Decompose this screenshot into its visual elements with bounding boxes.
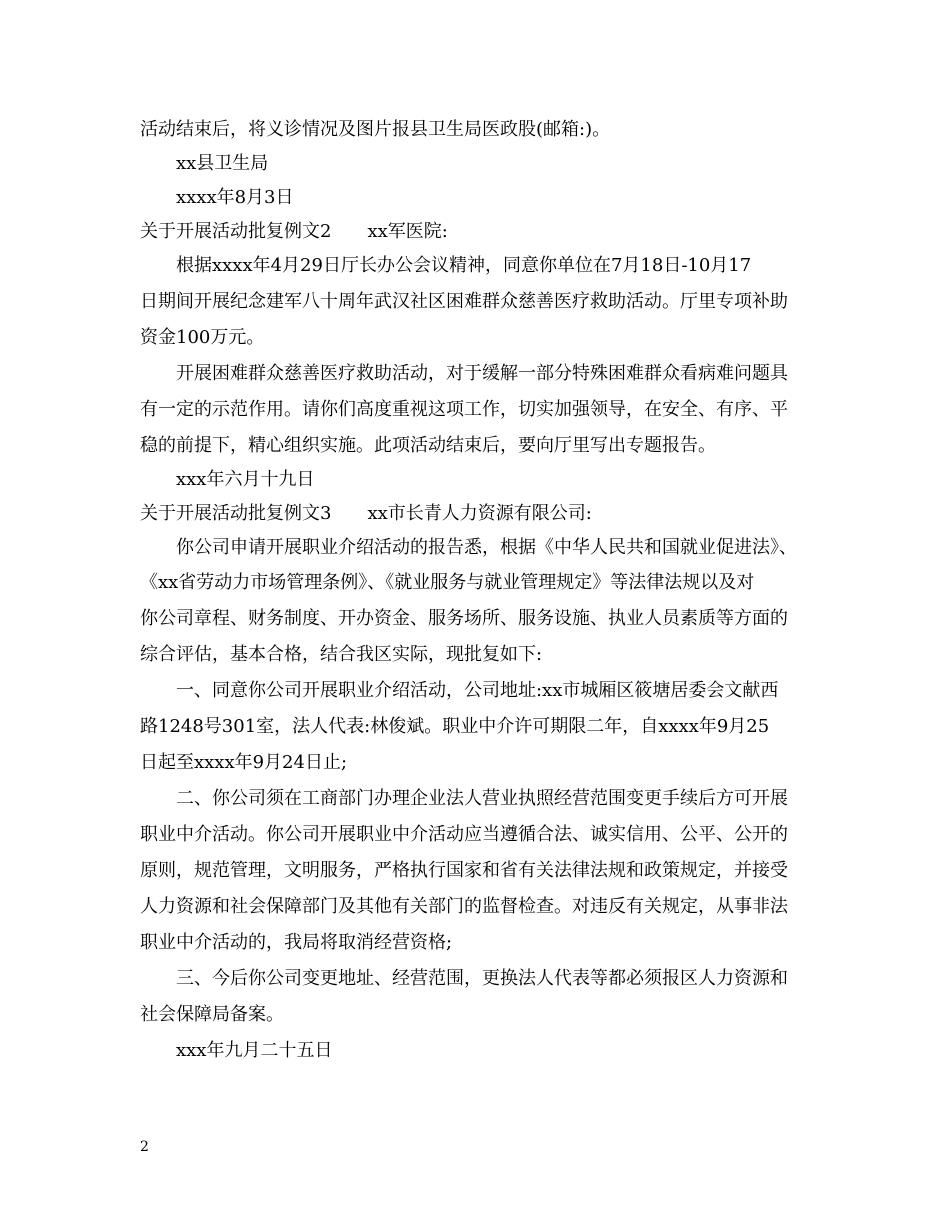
- text-line: 你公司申请开展职业介绍活动的报告悉，根据《中华人民共和国就业促进法》、: [176, 537, 797, 558]
- date-line: xxx年九月二十五日: [176, 1040, 333, 1061]
- text-line: xxxx年8月3日: [176, 187, 294, 208]
- section-heading: 关于开展活动批复例文3 xx市长青人力资源有限公司:: [140, 503, 592, 524]
- text-line: 活动结束后，将义诊情况及图片报县卫生局医政股(邮箱:)。: [140, 119, 611, 140]
- text-line: 职业中介活动。你公司开展职业中介活动应当遵循合法、诚实信用、公平、公开的: [140, 824, 788, 845]
- text-line: 资金100万元。: [140, 327, 265, 348]
- text-line: 一、同意你公司开展职业介绍活动，公司地址:xx市城厢区筱塘居委会文献西: [176, 680, 779, 701]
- text-line: 职业中介活动的，我局将取消经营资格;: [140, 932, 453, 953]
- text-line: 人力资源和社会保障部门及其他有关部门的监督检查。对违反有关规定，从事非法: [140, 896, 788, 917]
- text-line: 有一定的示范作用。请你们高度重视这项工作，切实加强领导，在安全、有序、平: [140, 399, 788, 420]
- text-line: 三、今后你公司变更地址、经营范围，更换法人代表等都必须报区人力资源和: [176, 968, 788, 989]
- section-heading: 关于开展活动批复例文2 xx军医院:: [140, 221, 448, 242]
- text-line: 原则，规范管理，文明服务，严格执行国家和省有关法律法规和政策规定，并接受: [140, 860, 788, 881]
- page-number: 2: [140, 1139, 149, 1155]
- text-line: 日起至xxxx年9月24日止;: [140, 752, 348, 773]
- text-line: 综合评估，基本合格，结合我区实际，现批复如下:: [140, 644, 543, 665]
- text-line: 根据xxxx年4月29日厅长办公会议精神，同意你单位在7月18日-10月17: [176, 255, 752, 276]
- text-line: 路1248号301室，法人代表:林俊斌。职业中介许可期限二年，自xxxx年9月25: [140, 716, 770, 737]
- text-line: 二、你公司须在工商部门办理企业法人营业执照经营范围变更手续后方可开展: [176, 788, 788, 809]
- text-line: 《xx省劳动力市场管理条例》、《就业服务与就业管理规定》等法律法规以及对: [140, 572, 755, 593]
- date-line: xxx年六月十九日: [176, 469, 315, 490]
- text-line: 稳的前提下，精心组织实施。此项活动结束后，要向厅里写出专题报告。: [140, 435, 716, 456]
- text-line: 日期间开展纪念建军八十周年武汉社区困难群众慈善医疗救助活动。厅里专项补助: [140, 291, 788, 312]
- text-line: 你公司章程、财务制度、开办资金、服务场所、服务设施、执业人员素质等方面的: [140, 608, 788, 629]
- text-line: xx县卫生局: [176, 153, 269, 174]
- text-line: 社会保障局备案。: [140, 1004, 284, 1025]
- text-line: 开展困难群众慈善医疗救助活动，对于缓解一部分特殊困难群众看病难问题具: [176, 363, 788, 384]
